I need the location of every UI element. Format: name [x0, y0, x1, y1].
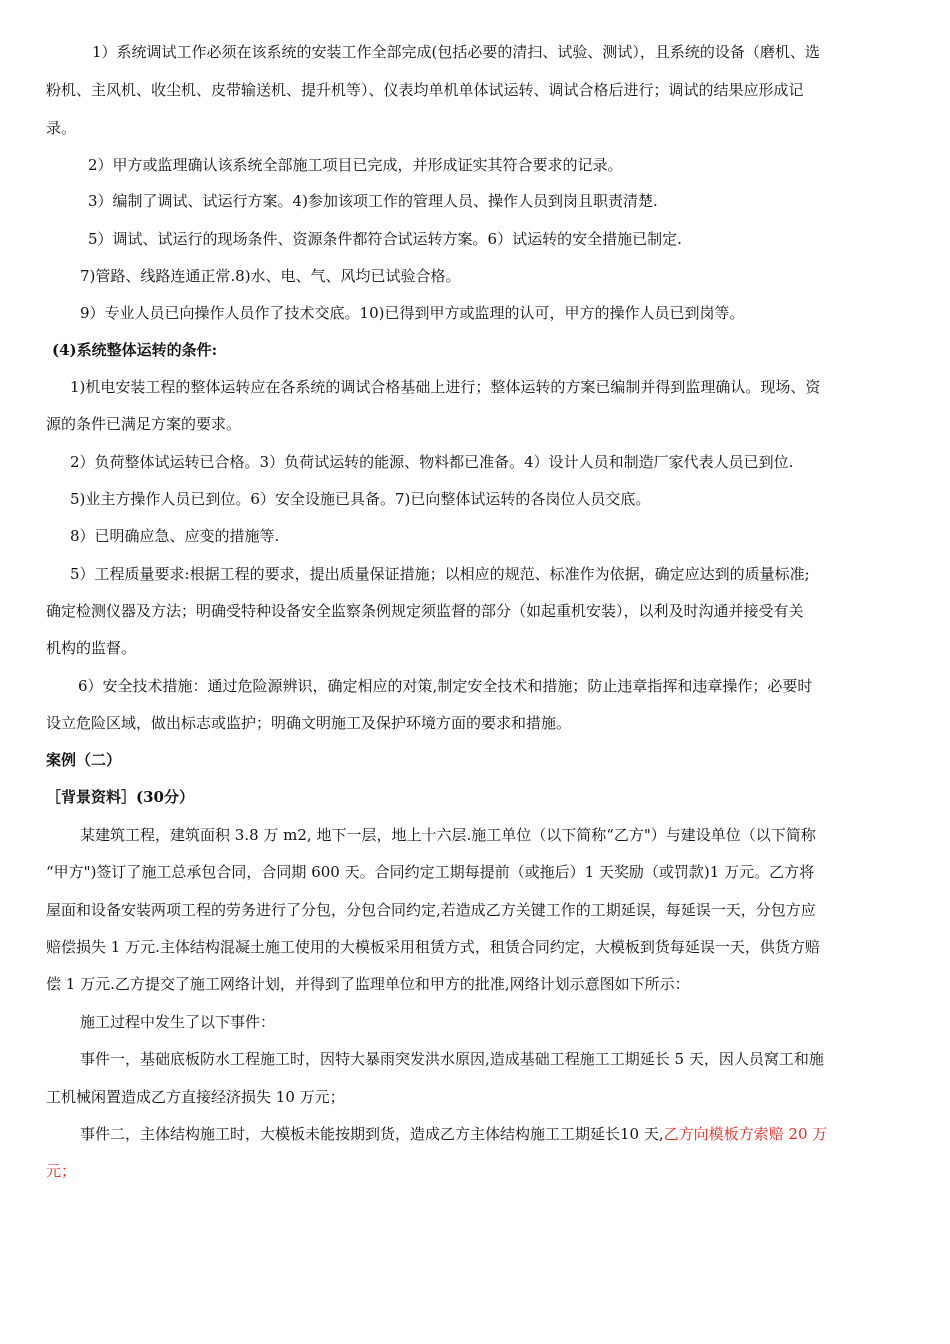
- paragraph-line: 偿 1 万元.乙方提交了施工网络计划，并得到了监理单位和甲方的批准,网络计划示意图如下所示：: [46, 975, 690, 993]
- paragraph-line: 5）工程质量要求:根据工程的要求，提出质量保证措施；以相应的规范、标准作为依据，确定应达到的质量标准;: [70, 565, 810, 583]
- paragraph-line: 6）安全技术措施：通过危险源辨识，确定相应的对策,制定安全技术和措施；防止违章指挥和违章操作；必要时: [78, 677, 813, 695]
- paragraph-line: 赔偿损失 1 万元.主体结构混凝土施工使用的大模板采用租赁方式，租赁合同约定，大模板到货每延误一天，供货方赔: [46, 938, 820, 956]
- paragraph-line: 5)业主方操作人员已到位。6）安全设施已具备。7)已向整体试运转的各岗位人员交底。: [70, 490, 651, 508]
- paragraph-line: 设立危险区域，做出标志或监护；明确文明施工及保护环境方面的要求和措施。: [46, 714, 572, 732]
- paragraph-line: 确定检测仪器及方法；明确受特种设备安全监察条例规定须监督的部分（如起重机安装），以利及时沟通并接受有关: [46, 602, 804, 620]
- paragraph-line: 录。: [46, 119, 77, 137]
- highlighted-claim-text: 乙方向模板方索赔 20 万: [663, 1125, 828, 1143]
- paragraph-line: 2）甲方或监理确认该系统全部施工项目已完成，并形成证实其符合要求的记录。: [88, 156, 623, 174]
- event-text: 事件二，主体结构施工时，大模板未能按期到货，造成乙方主体结构施工工期延长10 天,: [80, 1125, 664, 1143]
- background-heading: ［背景资料］(30分）: [46, 788, 194, 806]
- paragraph-line: 2）负荷整体试运转已合格。3）负荷试运转的能源、物料都已准备。4）设计人员和制造厂家代表人员已到位.: [70, 453, 794, 471]
- paragraph-line: 1)机电安装工程的整体运转应在各系统的调试合格基础上进行；整体运转的方案已编制并得到监理确认。现场、资: [70, 378, 821, 396]
- highlighted-claim-text: 元；: [46, 1162, 77, 1180]
- paragraph-line: 源的条件已满足方案的要求。: [46, 415, 242, 433]
- paragraph-line: 3）编制了调试、试运行方案。4)参加该项工作的管理人员、操作人员到岗且职责清楚.: [88, 192, 658, 210]
- case-heading: 案例（二）: [46, 751, 122, 769]
- paragraph-line: 9）专业人员已向操作人员作了技术交底。10)已得到甲方或监理的认可，甲方的操作人员已到岗等。: [80, 304, 745, 322]
- paragraph-line: 8）已明确应急、应变的措施等.: [70, 527, 280, 545]
- paragraph-line: 5）调试、试运行的现场条件、资源条件都符合试运转方案。6）试运转的安全措施已制定.: [88, 230, 682, 248]
- section-heading: (4)系统整体运转的条件:: [52, 341, 218, 359]
- paragraph-line: 7)管路、线路连通正常.8)水、电、气、风均已试验合格。: [80, 267, 461, 285]
- paragraph-line: 某建筑工程，建筑面积 3.8 万 m2, 地下一层，地上十六层.施工单位（以下简称“乙方"）与建设单位（以下简称: [80, 826, 816, 844]
- paragraph-line: 施工过程中发生了以下事件：: [80, 1013, 276, 1031]
- paragraph-line: 机构的监督。: [46, 639, 137, 657]
- paragraph-line: 粉机、主风机、收尘机、皮带输送机、提升机等）、仪表均单机单体试运转、调试合格后进行；调试的结果应形成记: [46, 81, 804, 99]
- paragraph-line: 工机械闲置造成乙方直接经济损失 10 万元；: [46, 1088, 345, 1106]
- paragraph-line: 事件一，基础底板防水工程施工时，因特大暴雨突发洪水原因,造成基础工程施工工期延长 5 天，因人员窝工和施: [80, 1050, 824, 1068]
- paragraph-line: 屋面和设备安装两项工程的劳务进行了分包，分包合同约定,若造成乙方关键工作的工期延误，每延误一天，分包方应: [46, 901, 816, 919]
- paragraph-line: [80, 1123, 827, 1145]
- paragraph-line: 1）系统调试工作必须在该系统的安装工作全部完成(包括必要的清扫、试验、测试），且系统的设备（磨机、选: [92, 43, 820, 61]
- paragraph-line: “甲方")签订了施工总承包合同，合同期 600 天。合同约定工期每提前（或拖后）1 天奖励（或罚款)1 万元。乙方将: [46, 863, 815, 881]
